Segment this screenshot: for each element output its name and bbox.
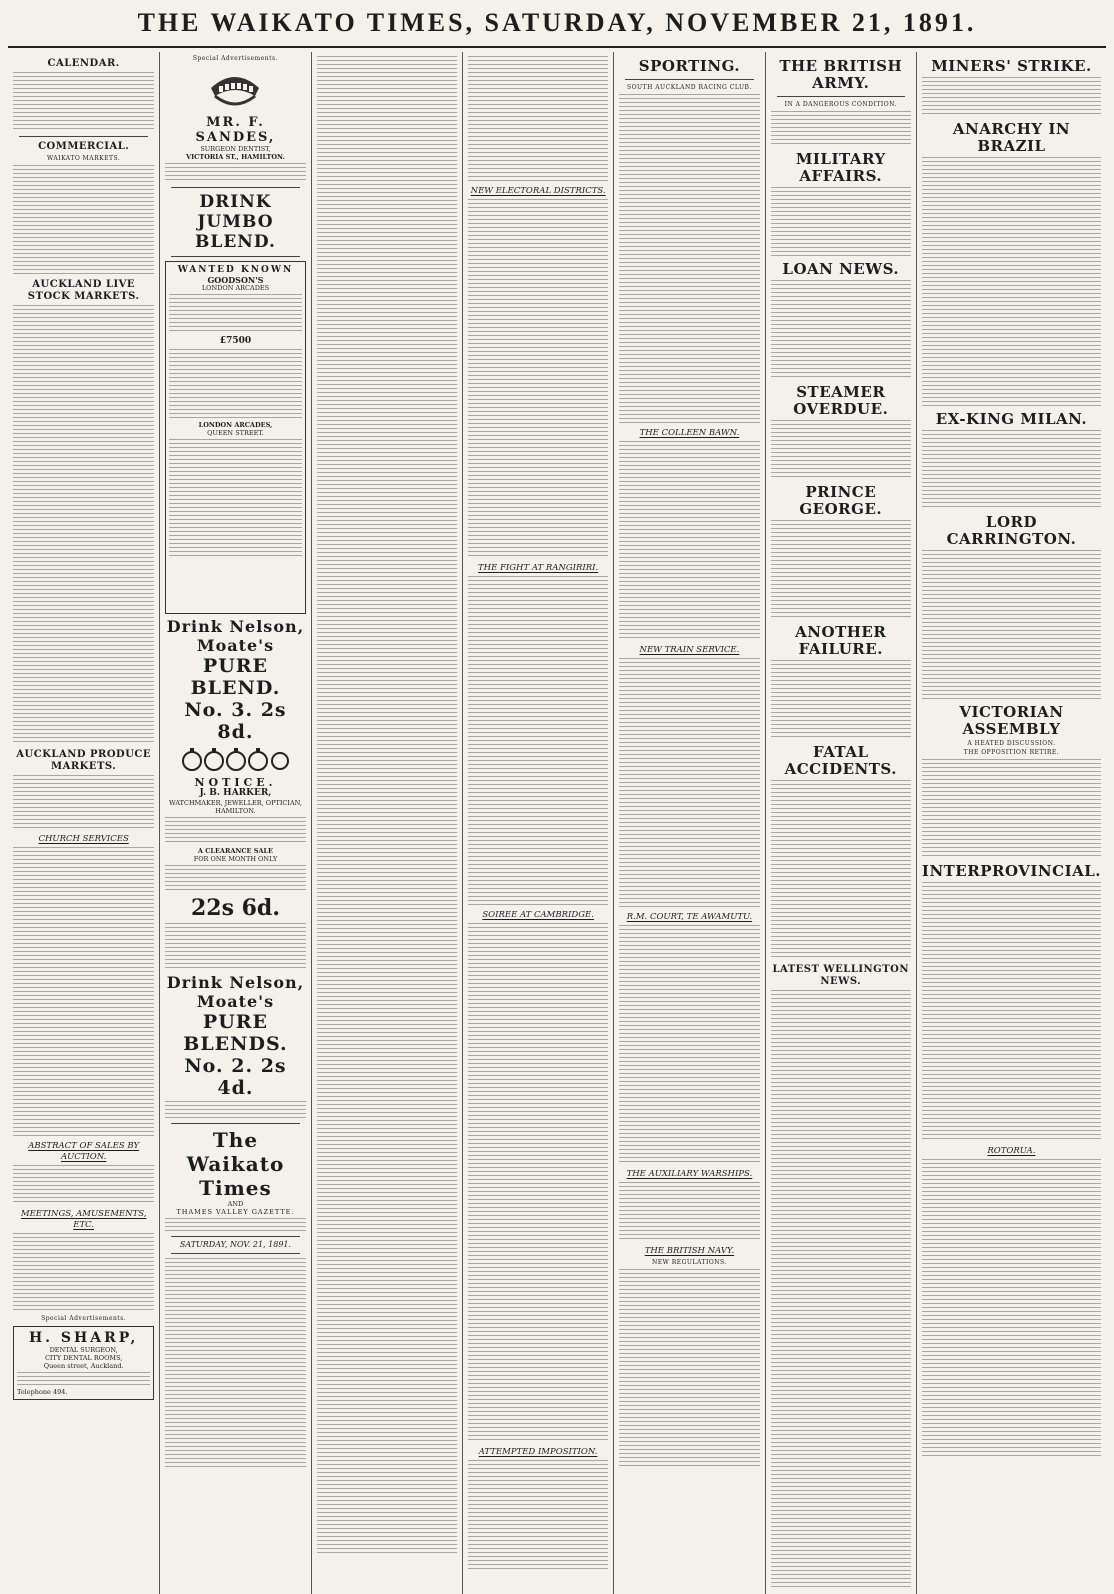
church-heading: CHURCH SERVICES — [38, 834, 129, 844]
clearance-heading: A CLEARANCE SALE — [197, 847, 274, 855]
divider — [171, 1236, 299, 1237]
ex-king-text — [922, 430, 1101, 510]
produce-text — [13, 775, 154, 830]
sandes-name: MR. F. SANDES, — [195, 115, 276, 145]
harker-title: WATCHMAKER, JEWELLER, OPTICIAN, HAMILTON. — [168, 799, 302, 815]
goodson-wanted: WANTED KNOWN — [177, 265, 294, 275]
produce-heading: AUCKLAND PRODUCE MARKETS. — [16, 749, 152, 772]
column-1 — [8, 52, 159, 1594]
new-districts-heading: NEW ELECTORAL DISTRICTS. — [470, 186, 606, 196]
divider — [625, 79, 753, 80]
military-text — [771, 187, 911, 257]
steamer-heading: STEAMER OVERDUE. — [793, 383, 889, 418]
goodson-amount: £7500 — [219, 336, 252, 346]
dentures-icon — [205, 66, 265, 112]
nameplate-and: AND — [227, 1200, 244, 1208]
markets-text — [13, 165, 154, 275]
divider — [171, 187, 299, 188]
divider — [171, 256, 299, 257]
goodson-name: GOODSON'S — [207, 275, 264, 285]
church-text — [13, 847, 154, 1137]
colleen-heading: THE COLLEEN BAWN. — [639, 428, 740, 438]
abstract-text — [13, 1165, 154, 1205]
calendar-heading: CALENDAR. — [47, 58, 120, 69]
victorian-heading: VICTORIAN ASSEMBLY — [959, 703, 1064, 738]
failure-text — [771, 660, 911, 740]
meetings-text — [13, 1233, 154, 1313]
prince-text — [771, 520, 911, 620]
watches-icon — [180, 746, 290, 774]
nelson-ad-1-price: No. 3. 2s 8d. — [184, 699, 287, 743]
new-districts-text — [468, 199, 608, 559]
sporting-heading: SPORTING. — [638, 57, 741, 75]
price-22s: 22s 6d. — [190, 895, 280, 921]
anarchy-heading: ANARCHY IN BRAZIL — [952, 120, 1071, 155]
harker-name: J. B. HARKER, — [199, 788, 272, 798]
heated-subheading: A HEATED DISCUSSION. — [967, 740, 1056, 747]
special-ads-heading-2: Special Advertisements. — [192, 55, 279, 62]
editorial-dateline: SATURDAY, NOV. 21, 1891. — [179, 1240, 292, 1249]
loan-text — [771, 280, 911, 380]
goodson-text-3 — [169, 439, 301, 559]
interprov-heading: INTERPROVINCIAL. — [921, 862, 1101, 880]
rm-court-heading: R.M. COURT, TE AWAMUTU. — [626, 912, 753, 922]
sporting-text — [619, 94, 759, 424]
ex-king-heading: EX-KING MILAN. — [935, 410, 1088, 428]
sharp-title: DENTAL SURGEON, — [49, 1346, 118, 1354]
sharp-details — [17, 1372, 150, 1386]
harker-text-3 — [165, 923, 305, 971]
column-3 — [311, 52, 462, 1594]
markets-subheading: WAIKATO MARKETS. — [47, 155, 121, 162]
divider — [777, 96, 905, 97]
nameplate-motto — [165, 1218, 305, 1232]
fight-heading: THE FIGHT AT RANGIRIRI. — [478, 563, 599, 573]
fatal-heading: FATAL ACCIDENTS. — [784, 743, 897, 778]
nelson-ad-2-subtitle: PURE BLENDS. — [183, 1011, 288, 1055]
carrington-text — [922, 550, 1101, 700]
carrington-heading: LORD CARRINGTON. — [946, 513, 1077, 548]
divider — [19, 136, 148, 137]
british-army-heading: THE BRITISH ARMY. — [779, 57, 903, 92]
attempted-heading: ATTEMPTED IMPOSITION. — [478, 1447, 598, 1457]
local-news-text-1 — [468, 56, 608, 182]
sharp-address: Queen street, Auckland. — [43, 1362, 124, 1370]
nameplate-gazette: THAMES VALLEY GAZETTE. — [176, 1208, 295, 1216]
army-subheading: IN A DANGEROUS CONDITION. — [784, 101, 897, 108]
column-7 — [916, 52, 1106, 1594]
attempted-text — [468, 1460, 608, 1570]
wellington-text — [771, 990, 911, 1590]
jumbo-blend-ad: DRINK JUMBO BLEND. — [195, 192, 276, 252]
page-columns — [8, 52, 1106, 1566]
sharp-rooms: CITY DENTAL ROOMS, — [44, 1354, 123, 1362]
military-heading: MILITARY AFFAIRS. — [795, 150, 886, 185]
british-navy-heading: THE BRITISH NAVY. — [644, 1246, 735, 1256]
army-text — [771, 111, 911, 147]
miners-heading: MINERS' STRIKE. — [931, 57, 1092, 75]
nelson-ad-2-title: Drink Nelson, Moate's — [166, 973, 305, 1011]
sharp-advertisement — [13, 1326, 154, 1400]
goodson-advertisement — [165, 261, 305, 614]
rotorua-text — [922, 1159, 1101, 1459]
wellington-heading: LATEST WELLINGTON NEWS. — [772, 964, 910, 987]
masthead — [0, 0, 1114, 48]
british-navy-text — [619, 1269, 759, 1469]
meetings-heading: MEETINGS, AMUSEMENTS, ETC. — [20, 1209, 147, 1230]
train-text — [619, 658, 759, 908]
masthead-rule — [8, 46, 1106, 48]
clearance-sub: FOR ONE MONTH ONLY — [193, 855, 278, 863]
sharp-telephone: Telephone 494. — [17, 1388, 68, 1396]
goodson-text-1 — [169, 294, 301, 334]
sandes-title: SURGEON DENTIST, — [200, 145, 271, 153]
anarchy-text — [922, 157, 1101, 407]
waikato-times-nameplate: The Waikato Times — [186, 1128, 285, 1200]
commercial-heading: COMMERCIAL. — [38, 141, 130, 152]
failure-heading: ANOTHER FAILURE. — [795, 623, 887, 658]
fight-text — [468, 576, 608, 906]
soiree-text — [468, 923, 608, 1443]
nelson-ad-2-price: No. 2. 2s 4d. — [184, 1055, 287, 1099]
goodson-arcades: LONDON ARCADES, — [198, 421, 273, 429]
sharp-name: H. SHARP, — [28, 1330, 139, 1346]
special-ads-heading: Special Advertisements. — [41, 1315, 127, 1322]
loan-heading: LOAN NEWS. — [782, 260, 900, 278]
train-heading: NEW TRAIN SERVICE. — [639, 645, 740, 655]
abstract-heading: ABSTRACT OF SALES BY AUCTION. — [28, 1141, 140, 1162]
new-regs-subheading: NEW REGULATIONS. — [652, 1259, 727, 1266]
editorial-text — [165, 1258, 305, 1468]
column-2 — [159, 52, 310, 1594]
colleen-text — [619, 441, 759, 641]
column-5 — [613, 52, 764, 1594]
auxiliary-heading: THE AUXILIARY WARSHIPS. — [626, 1169, 753, 1179]
sporting-subheading: SOUTH AUCKLAND RACING CLUB. — [627, 84, 752, 91]
steamer-text — [771, 420, 911, 480]
miners-text — [922, 77, 1101, 117]
divider — [171, 1123, 299, 1124]
sandes-place: VICTORIA ST., HAMILTON. — [186, 153, 285, 161]
newspaper-title: THE WAIKATO TIMES, SATURDAY, NOVEMBER 21, 1891. — [137, 8, 977, 37]
nelson-ad-1-title: Drink Nelson, Moate's — [166, 617, 305, 655]
column-4 — [462, 52, 613, 1594]
victorian-text — [922, 759, 1101, 859]
goodson-street: QUEEN STREET. — [207, 429, 264, 437]
editorial-continued-text — [317, 56, 457, 1556]
fatal-text — [771, 780, 911, 960]
harker-text-1 — [165, 817, 305, 845]
notice-heading: NOTICE. — [194, 776, 277, 789]
livestock-text — [13, 305, 154, 745]
auxiliary-text — [619, 1182, 759, 1242]
rotorua-heading: ROTORUA. — [987, 1146, 1036, 1156]
goodson-london: LONDON ARCADES — [201, 284, 270, 292]
prince-heading: PRINCE GEORGE. — [799, 483, 883, 518]
kenny-notice — [165, 1101, 305, 1119]
sandes-details — [165, 163, 305, 183]
calendar-table — [13, 72, 154, 132]
divider — [171, 1253, 299, 1254]
interprov-text — [922, 882, 1101, 1142]
column-6 — [765, 52, 916, 1594]
opposition-subheading: THE OPPOSITION RETIRE. — [963, 749, 1060, 756]
livestock-heading: AUCKLAND LIVE STOCK MARKETS. — [27, 279, 140, 302]
soiree-heading: SOIREE AT CAMBRIDGE. — [482, 910, 594, 920]
nelson-ad-1-subtitle: PURE BLEND. — [190, 655, 281, 699]
rm-court-text — [619, 925, 759, 1165]
goodson-text-2 — [169, 349, 301, 419]
harker-text-2 — [165, 865, 305, 893]
